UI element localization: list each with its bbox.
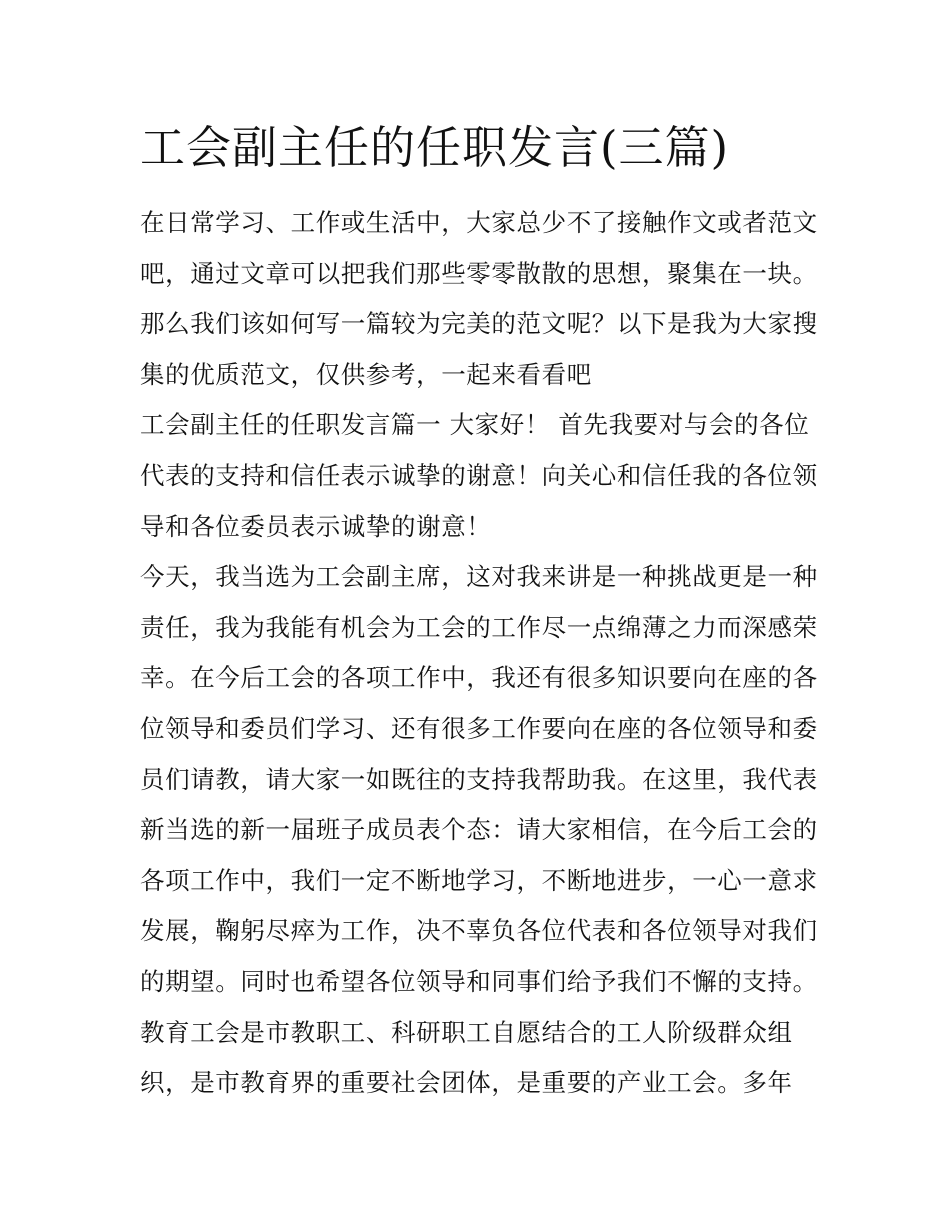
text-line: 那么我们该如何写一篇较为完美的范文呢？以下是我为大家搜 [140, 309, 818, 339]
text-line: 教育工会是市教职工、科研职工自愿结合的工人阶级群众组 [140, 1017, 793, 1047]
page-title: 工会副主任的任职发言(三篇) [140, 121, 730, 174]
text-line: 吧，通过文章可以把我们那些零零散散的思想，聚集在一块。 [140, 258, 818, 288]
paragraph-speech [140, 552, 820, 1007]
text-line: 今天，我当选为工会副主席，这对我来讲是一种挑战更是一种 [140, 562, 818, 592]
text-line: 责任，我为我能有机会为工会的工作尽一点绵薄之力而深感荣 [140, 612, 818, 642]
text-line: 织，是市教育界的重要社会团体，是重要的产业工会。多年 [140, 1068, 793, 1098]
document-body [140, 198, 820, 1109]
text-line: 的期望。同时也希望各位领导和同事们给予我们不懈的支持。 [140, 966, 818, 996]
text-line: 员们请教，请大家一如既往的支持我帮助我。在这里，我代表 [140, 764, 818, 794]
text-line: 各项工作中，我们一定不断地学习，不断地进步，一心一意求 [140, 865, 818, 895]
text-line: 幸。在今后工会的各项工作中，我还有很多知识要向在座的各 [140, 663, 818, 693]
text-line: 发展，鞠躬尽瘁为工作，决不辜负各位代表和各位领导对我们 [140, 916, 818, 946]
paragraph-intro [140, 198, 820, 400]
text-line: 导和各位委员表示诚挚的谢意！ [140, 511, 492, 541]
text-line: 新当选的新一届班子成员表个态：请大家相信，在今后工会的 [140, 815, 818, 845]
text-line: 在日常学习、工作或生活中，大家总少不了接触作文或者范文 [140, 208, 818, 237]
text-line: 集的优质范文，仅供参考，一起来看看吧 [140, 359, 592, 389]
text-line: 位领导和委员们学习、还有很多工作要向在座的各位领导和委 [140, 713, 818, 743]
text-line: 工会副主任的任职发言篇一 大家好！ 首先我要对与会的各位 [140, 410, 810, 440]
text-line: 代表的支持和信任表示诚挚的谢意！向关心和信任我的各位领 [140, 460, 818, 490]
paragraph-greeting [140, 400, 820, 552]
paragraph-union [140, 1008, 820, 1109]
